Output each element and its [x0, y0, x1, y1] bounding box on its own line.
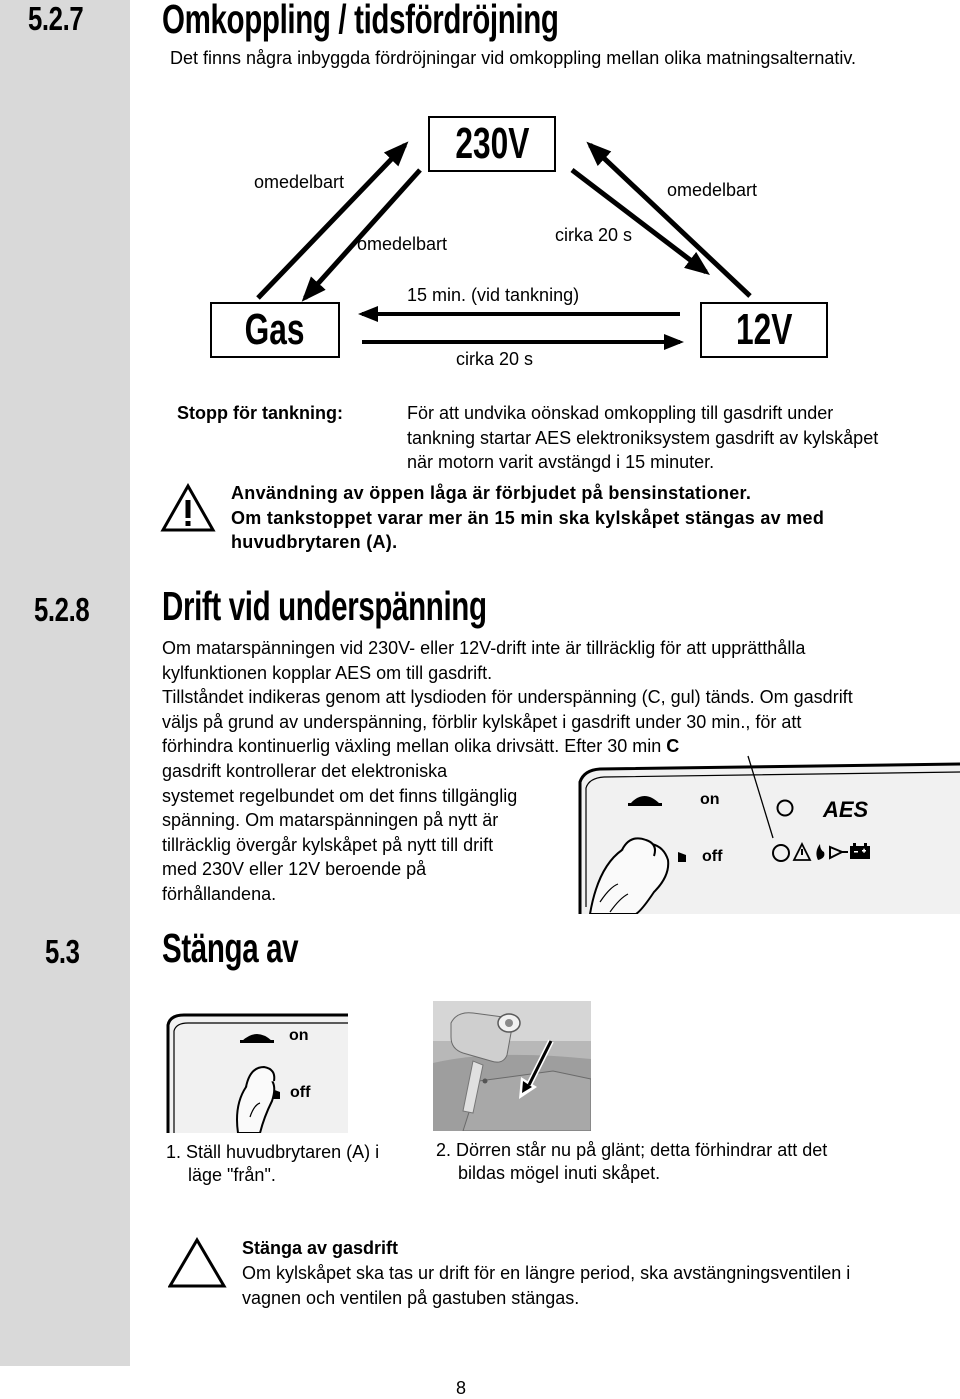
body-line: Om matarspänningen vid 230V- eller 12V-drift inte är tillräcklig för att upprätthålla [162, 638, 806, 658]
gas-warning-title: Stänga av gasdrift [242, 1238, 399, 1258]
tanking-line: tankning startar AES elektroniksystem gasdrift av kylskåpet [407, 427, 879, 448]
tanking-warning [231, 481, 824, 555]
warning-line: huvudbrytaren (A). [231, 532, 398, 553]
warning-line: Användning av öppen låga är förbjudet på bensinstationer. [231, 483, 752, 503]
label-gas-to-12: cirka 20 s [456, 349, 534, 369]
caption-step2 [436, 1139, 827, 1184]
body-line: väljs på grund av underspänning, förblir kylskåpet i gasdrift under 30 min., för att [162, 711, 802, 732]
control-panel-drawing [570, 752, 960, 914]
caption-step1-line2: läge "från". [188, 1164, 276, 1185]
box-12v-label: 12V [735, 305, 793, 354]
body-line: gasdrift kontrollerar det elektroniska [162, 760, 448, 781]
body-line: spänning. Om matarspänningen på nytt är [162, 810, 499, 831]
tanking-line: För att undvika oönskad omkoppling till gasdrift under [407, 403, 834, 423]
body-line: med 230V eller 12V beroende på [162, 859, 427, 880]
caption-step2-line2: bildas mögel inuti skåpet. [458, 1162, 661, 1183]
label-12-to-230-outer: omedelbart [667, 180, 758, 200]
aes-control-panel [570, 752, 960, 914]
label-gas-to-230-outer: omedelbart [254, 172, 345, 192]
body-line: tillräcklig övergår kylskåpet på nytt till drift [162, 834, 494, 855]
page-number: 8 [456, 1378, 467, 1398]
section-title-527: Omkoppling / tidsfördröjning [162, 0, 559, 42]
caption-step1 [166, 1141, 379, 1186]
gas-warning-line: Om kylskåpet ska tas ur drift för en längre period, ska avstängningsventilen i [242, 1263, 851, 1283]
section-title-528: Drift vid underspänning [162, 583, 487, 629]
tanking-text [407, 401, 878, 475]
warning-line: Om tankstoppet varar mer än 15 min ska kylskåpet stängas av med [231, 507, 825, 528]
box-gas [210, 302, 340, 358]
caption-step2-line1: 2. Dörren står nu på glänt; detta förhindrar att det [436, 1140, 828, 1160]
body-line-text: förhindra kontinuerlig växling mellan olika drivsätt. Efter 30 min [162, 736, 662, 757]
main-switch-off-label: off [290, 1084, 311, 1101]
panel-off-label: off [702, 848, 723, 865]
gas-warning-line: vagnen och ventilen på gastuben stängas. [242, 1287, 580, 1308]
box-230v [428, 116, 556, 172]
body-line: Tillståndet indikeras genom att lysdioden för underspänning (C, gul) tänds. Om gasdrift [162, 687, 853, 708]
door-ajar-photo [433, 1001, 591, 1131]
main-switch-illustration [164, 1005, 348, 1133]
aes-logo: AES [823, 797, 869, 822]
label-12-to-gas: 15 min. (vid tankning) [407, 285, 580, 305]
caption-step1-line1: 1. Ställ huvudbrytaren (A) i [166, 1142, 380, 1162]
panel-on-label: on [700, 791, 720, 808]
main-switch-drawing [164, 1005, 348, 1133]
tanking-label: Stopp för tankning: [177, 403, 343, 423]
section-number-528: 5.2.8 [34, 591, 90, 628]
callout-c-label: C [666, 736, 680, 757]
box-gas-label: Gas [245, 305, 305, 354]
body-line: kylfunktionen kopplar AES om till gasdrift. [162, 662, 493, 683]
box-12v [700, 302, 828, 358]
gas-warning-text [242, 1261, 850, 1310]
warning-triangle-icon [160, 483, 216, 533]
tanking-line: när motorn varit avstängd i 15 minuter. [407, 452, 715, 473]
label-230-to-gas-inner: omedelbart [357, 234, 448, 254]
caution-triangle-icon [168, 1236, 228, 1290]
box-230v-label: 230V [454, 119, 529, 168]
main-switch-on-label: on [289, 1027, 309, 1044]
door-ajar-drawing [433, 1001, 591, 1131]
section-title-53: Stänga av [162, 925, 299, 971]
label-230-to-12-inner: cirka 20 s [555, 225, 633, 245]
intro-text: Det finns några inbyggda fördröjningar vid omkoppling mellan olika matningsalternativ. [170, 48, 857, 68]
section-number-527: 5.2.7 [28, 0, 84, 37]
body-line: förhållandena. [162, 883, 277, 904]
section-number-53: 5.3 [45, 933, 80, 970]
body-line: systemet regelbundet om det finns tillgänglig [162, 785, 518, 806]
